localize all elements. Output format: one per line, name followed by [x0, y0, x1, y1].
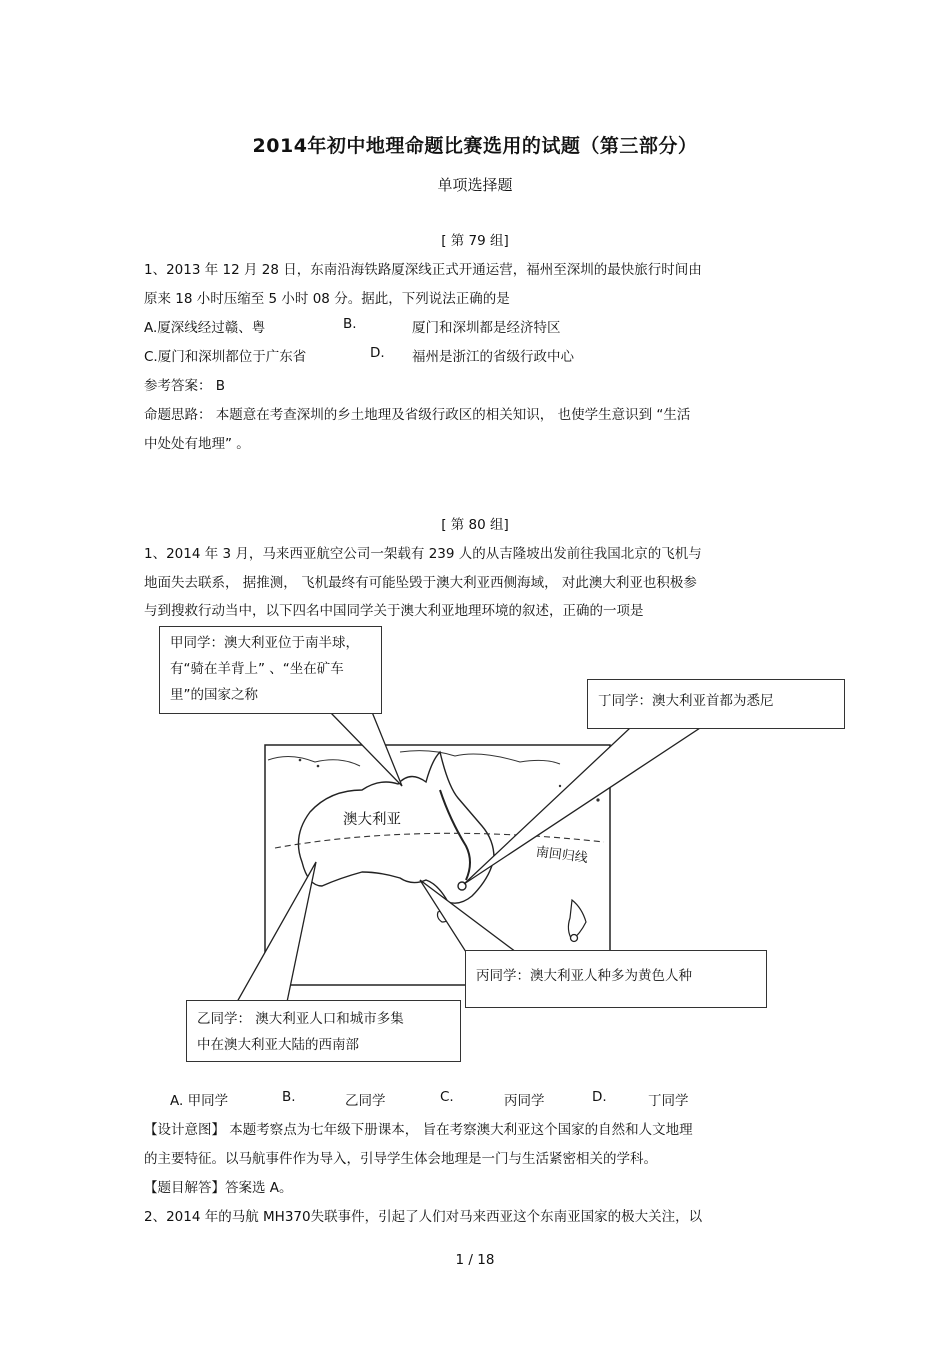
- callout-ding-text: 丁同学：澳大利亚首都为悉尼: [598, 693, 774, 709]
- q80-option-b-text: 乙同学: [345, 1093, 386, 1109]
- q80-answer-explain: 【题目解答】答案选 A。: [144, 1180, 293, 1196]
- q79-line-2: 原来 18 小时压缩至 5 小时 08 分。据此，下列说法正确的是: [144, 291, 510, 307]
- q79-option-b-letter: B.: [343, 316, 357, 332]
- page-title: 2014年初中地理命题比赛选用的试题（第三部分）: [252, 135, 698, 157]
- map-label-tropic: 南回归线: [535, 844, 589, 867]
- callout-jia-line-1: 甲同学：澳大利亚位于南半球，: [170, 635, 359, 651]
- q79-option-b-text: 厦门和深圳都是经济特区: [412, 320, 561, 336]
- q79-option-d-letter: D.: [370, 345, 385, 361]
- callout-bing: [465, 950, 767, 1008]
- q80-line-1: 1、2014 年 3 月，马来西亚航空公司一架载有 239 人的从吉隆坡出发前往我国北京的飞机与: [144, 546, 702, 562]
- q79-option-d-text: 福州是浙江的省级行政中心: [412, 349, 574, 365]
- q80-option-d-letter: D.: [592, 1089, 607, 1105]
- callout-jia-line-3: 里”的国家之称: [170, 687, 258, 703]
- q80-option-b-letter: B.: [282, 1089, 296, 1105]
- q79-reasoning-2: 中处处有地理” 。: [144, 436, 250, 452]
- q79-option-c: C.厦门和深圳都位于广东省: [144, 349, 307, 365]
- callout-bing-text: 丙同学：澳大利亚人种多为黄色人种: [476, 968, 692, 984]
- q80-option-c-text: 丙同学: [504, 1093, 545, 1109]
- q80-option-a: A. 甲同学: [170, 1093, 229, 1109]
- wellington-marker: [571, 935, 578, 942]
- q80-design-intent-1: 【设计意图】 本题考察点为七年级下册课本， 旨在考察澳大利亚这个国家的自然和人文地理: [144, 1122, 693, 1138]
- map-label-australia: 澳大利亚: [343, 812, 401, 828]
- q80-option-c-letter: C.: [440, 1089, 454, 1105]
- section-subtitle: 单项选择题: [437, 176, 513, 194]
- callout-yi-line-1: 乙同学： 澳大利亚人口和城市多集: [197, 1011, 404, 1027]
- callout-jia-line-2: 有“骑在羊背上” 、“坐在矿车: [170, 661, 344, 677]
- callout-yi-line-2: 中在澳大利亚大陆的西南部: [197, 1037, 359, 1053]
- q80-design-intent-2: 的主要特征。以马航事件作为导入，引导学生体会地理是一门与生活紧密相关的学科。: [144, 1151, 657, 1167]
- q80-question-2: 2、2014 年的马航 MH370失联事件，引起了人们对马来西亚这个东南亚国家的极大关注，以: [144, 1209, 703, 1225]
- page-number: 1 / 18: [455, 1252, 495, 1268]
- callout-jia: [159, 626, 382, 714]
- callout-yi: [186, 1000, 461, 1062]
- q80-line-2: 地面失去联系， 据推测， 飞机最终有可能坠毁于澳大利亚西侧海域， 对此澳大利亚也积极参: [144, 575, 697, 591]
- q80-option-d-text: 丁同学: [648, 1093, 689, 1109]
- q79-answer: 参考答案： B: [144, 378, 226, 394]
- callout-ding: [587, 679, 845, 729]
- group-80-label: [ 第 80 组]: [441, 517, 509, 533]
- q79-line-1: 1、2013 年 12 月 28 日，东南沿海铁路厦深线正式开通运营，福州至深圳的最快旅行时间由: [144, 262, 702, 278]
- q79-option-a: A.厦深线经过赣、粤: [144, 320, 266, 336]
- q79-reasoning-1: 命题思路： 本题意在考查深圳的乡土地理及省级行政区的相关知识， 也使学生意识到 “生活: [144, 407, 691, 423]
- q80-line-3: 与到搜救行动当中，以下四名中国同学关于澳大利亚地理环境的叙述，正确的一项是: [144, 603, 644, 619]
- group-79-label: [ 第 79 组]: [441, 233, 509, 249]
